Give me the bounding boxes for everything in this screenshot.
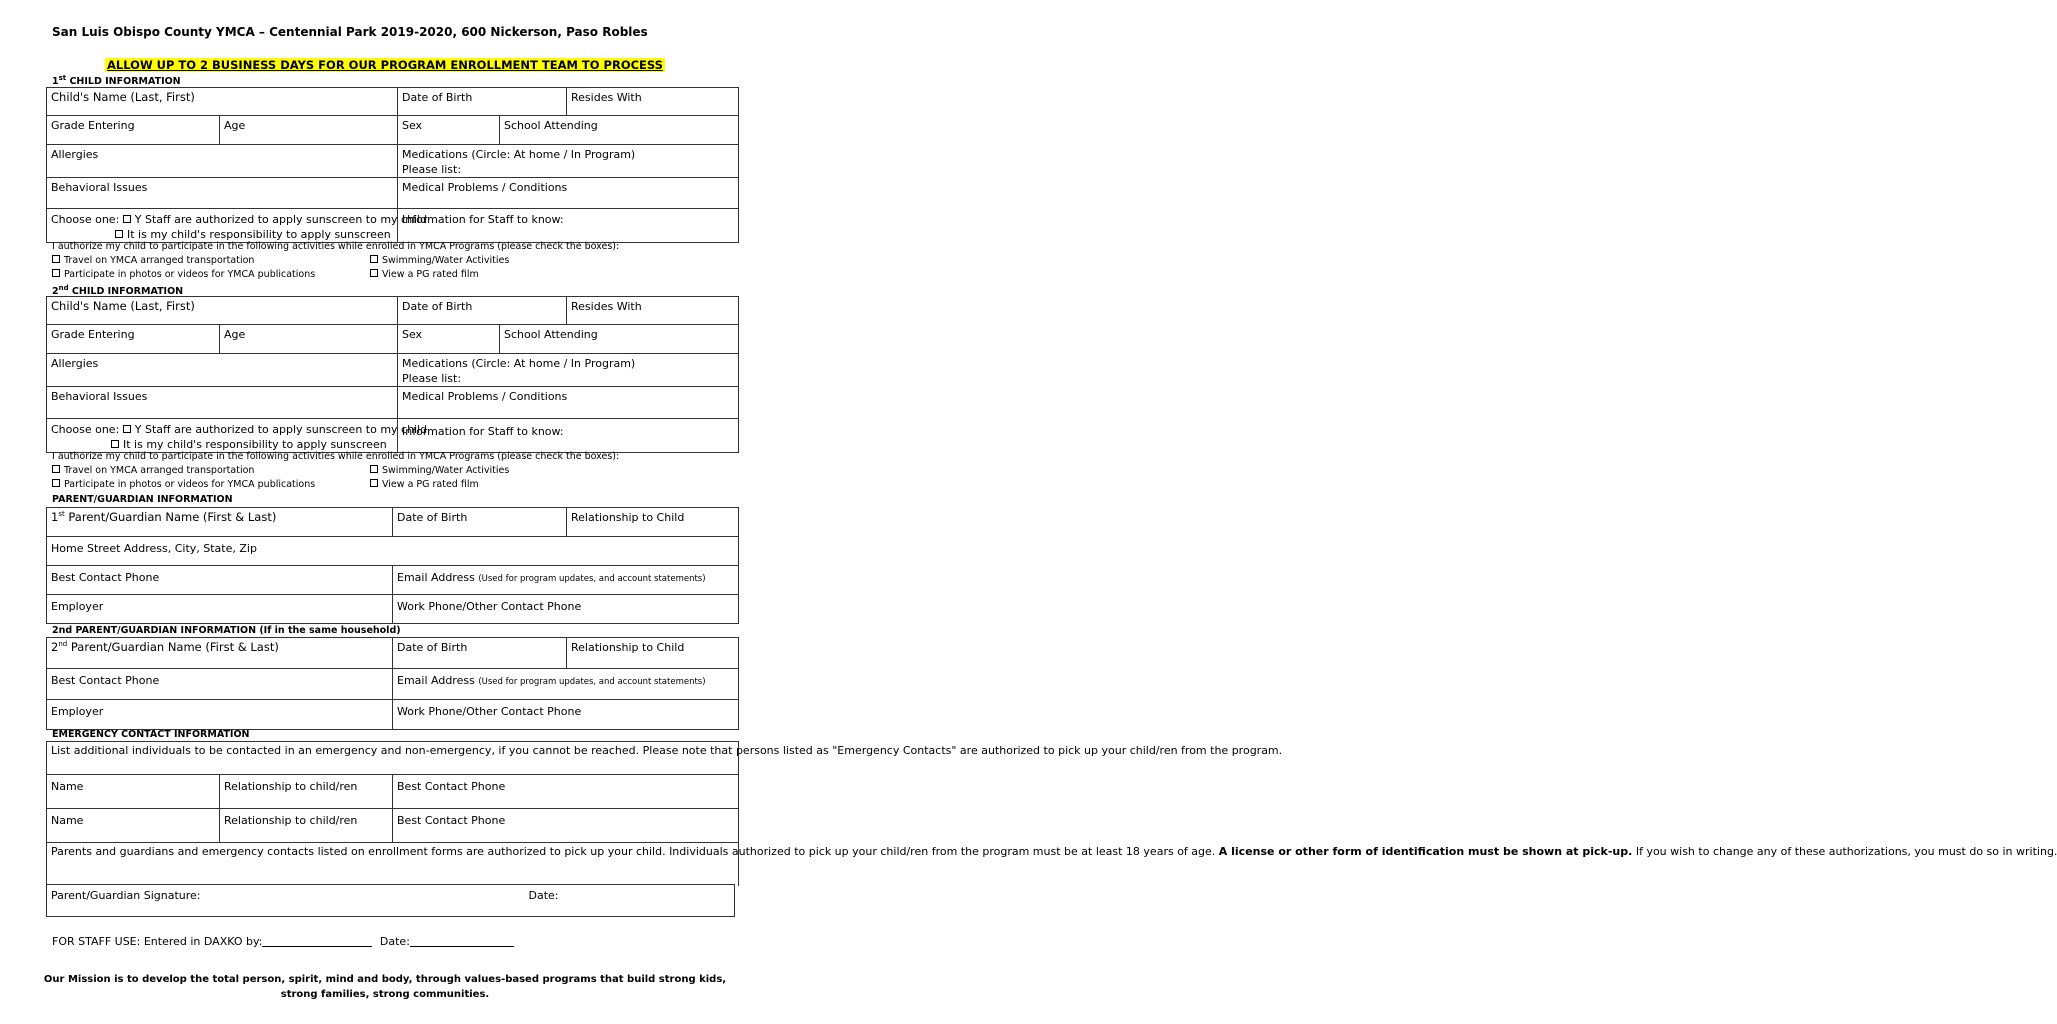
child2-school-field[interactable]: School Attending — [500, 325, 739, 354]
emergency-table — [46, 741, 2057, 886]
child2-photos-checkbox[interactable] — [52, 479, 60, 487]
child2-sex-field[interactable]: Sex — [398, 325, 500, 354]
parent1-email-field[interactable]: Email Address (Used for program updates, and account statements) — [393, 566, 739, 595]
child1-resides-field[interactable]: Resides With — [567, 88, 739, 116]
emergency-intro: List additional individuals to be contacted in an emergency and non-emergency, if you cannot be reached. Please note that persons listed as "Emergency Contacts" are authorized to pick up your child/ren from the program. — [47, 742, 739, 775]
child2-medications-field[interactable]: Medications (Circle: At home / In Program) Please list: — [398, 354, 739, 387]
child1-table — [46, 87, 739, 243]
child2-swimming-checkbox[interactable] — [370, 465, 378, 473]
child1-swimming-checkbox[interactable] — [370, 255, 378, 263]
emergency1-relationship-field[interactable]: Relationship to child/ren — [220, 775, 393, 809]
child1-behavioral-field[interactable]: Behavioral Issues — [47, 178, 398, 209]
staff-use-line — [52, 935, 514, 948]
processing-notice — [0, 58, 770, 72]
child1-medications-field[interactable]: Medications (Circle: At home / In Program) Please list: — [398, 145, 739, 178]
child2-allergies-field[interactable]: Allergies — [47, 354, 398, 387]
child2-sunscreen-choice: Choose one: Y Staff are authorized to apply sunscreen to my child It is my child's responsibility to apply sunscreen — [47, 419, 398, 453]
child2-sunscreen-self-checkbox[interactable] — [111, 440, 119, 448]
parent2-table — [46, 637, 739, 730]
child2-dob-field[interactable]: Date of Birth — [398, 297, 567, 325]
parent1-section-title: PARENT/GUARDIAN INFORMATION — [52, 494, 233, 505]
staff-date-label: Date: — [379, 935, 410, 948]
signature-table — [46, 884, 735, 917]
form-title: San Luis Obispo County YMCA – Centennial Park 2019-2020, 600 Nickerson, Paso Robles — [52, 25, 648, 39]
emergency2-name-field[interactable]: Name — [47, 809, 220, 843]
child2-behavioral-field[interactable]: Behavioral Issues — [47, 387, 398, 419]
parent1-work-phone-field[interactable]: Work Phone/Other Contact Phone — [393, 595, 739, 624]
child2-table — [46, 296, 739, 453]
child2-sunscreen-staff-checkbox[interactable] — [123, 425, 131, 433]
child1-travel-checkbox[interactable] — [52, 255, 60, 263]
parent2-relationship-field[interactable]: Relationship to Child — [567, 638, 739, 669]
child1-sex-field[interactable]: Sex — [398, 116, 500, 145]
child2-section-title: 2nd CHILD INFORMATION — [52, 284, 184, 298]
child1-sunscreen-self-checkbox[interactable] — [115, 230, 123, 238]
parent1-dob-field[interactable]: Date of Birth — [393, 508, 567, 537]
parent2-work-phone-field[interactable]: Work Phone/Other Contact Phone — [393, 700, 739, 730]
parent1-table — [46, 507, 739, 624]
child1-grade-field[interactable]: Grade Entering — [47, 116, 220, 145]
child1-school-field[interactable]: School Attending — [500, 116, 739, 145]
child2-activity-authorization: I authorize my child to participate in the following activities while enrolled in YMCA Programs (please check the boxes): Travel on YMCA arranged transportation Swimming/Water Activities Participate in photos or videos for YMCA publications View a PG rated film — [52, 451, 620, 490]
child2-age-field[interactable]: Age — [220, 325, 398, 354]
child1-section-title: 1st CHILD INFORMATION — [52, 74, 181, 88]
emergency1-phone-field[interactable]: Best Contact Phone — [393, 775, 739, 809]
child2-travel-checkbox[interactable] — [52, 465, 60, 473]
parent1-employer-field[interactable]: Employer — [47, 595, 393, 624]
emergency-section-title: EMERGENCY CONTACT INFORMATION — [52, 729, 250, 740]
processing-notice-text: ALLOW UP TO 2 BUSINESS DAYS FOR OUR PROGRAM ENROLLMENT TEAM TO PROCESS — [107, 58, 663, 72]
staff-date-field[interactable] — [410, 935, 514, 947]
child1-staff-info-field[interactable]: Information for Staff to know: — [398, 209, 739, 243]
signature-field[interactable]: Parent/Guardian Signature: — [47, 885, 527, 917]
child1-age-field[interactable]: Age — [220, 116, 398, 145]
child2-medical-field[interactable]: Medical Problems / Conditions — [398, 387, 739, 419]
child2-film-checkbox[interactable] — [370, 479, 378, 487]
child2-staff-info-field[interactable]: Information for Staff to know: — [398, 419, 739, 453]
emergency1-name-field[interactable]: Name — [47, 775, 220, 809]
signature-date-field[interactable]: Date: — [527, 885, 735, 917]
child1-film-checkbox[interactable] — [370, 269, 378, 277]
staff-entered-label: FOR STAFF USE: Entered in DAXKO by: — [52, 935, 263, 948]
child1-sunscreen-choice: Choose one: Y Staff are authorized to apply sunscreen to my child It is my child's responsibility to apply sunscreen — [47, 209, 398, 243]
parent2-name-field[interactable]: 2nd Parent/Guardian Name (First & Last) — [47, 638, 393, 669]
parent2-email-field[interactable]: Email Address (Used for program updates, and account statements) — [393, 669, 739, 700]
child2-resides-field[interactable]: Resides With — [567, 297, 739, 325]
staff-entered-by-field[interactable] — [262, 935, 372, 947]
parent2-section-title: 2nd PARENT/GUARDIAN INFORMATION (If in the same household) — [52, 625, 401, 636]
child1-sunscreen-staff-checkbox[interactable] — [123, 215, 131, 223]
pickup-authorization-text: Parents and guardians and emergency contacts listed on enrollment forms are authorized to pick up your child. Individuals authorized to pick up your child/ren from the program must be at least 18 years of age. A license or other form of identification must be shown at pick-up. If you wish to change any of these authorizations, you must do so in writing. — [47, 843, 739, 886]
child1-medical-field[interactable]: Medical Problems / Conditions — [398, 178, 739, 209]
parent2-dob-field[interactable]: Date of Birth — [393, 638, 567, 669]
child2-name-field[interactable]: Child's Name (Last, First) — [47, 297, 398, 325]
child1-dob-field[interactable]: Date of Birth — [398, 88, 567, 116]
parent2-phone-field[interactable]: Best Contact Phone — [47, 669, 393, 700]
emergency2-phone-field[interactable]: Best Contact Phone — [393, 809, 739, 843]
child2-grade-field[interactable]: Grade Entering — [47, 325, 220, 354]
parent1-phone-field[interactable]: Best Contact Phone — [47, 566, 393, 595]
child1-name-field[interactable]: Child's Name (Last, First) — [47, 88, 398, 116]
parent1-relationship-field[interactable]: Relationship to Child — [567, 508, 739, 537]
parent1-address-field[interactable]: Home Street Address, City, State, Zip — [47, 537, 739, 566]
child1-allergies-field[interactable]: Allergies — [47, 145, 398, 178]
parent1-name-field[interactable]: 1st Parent/Guardian Name (First & Last) — [47, 508, 393, 537]
parent2-employer-field[interactable]: Employer — [47, 700, 393, 730]
child1-activity-authorization: I authorize my child to participate in the following activities while enrolled in YMCA Programs (please check the boxes): Travel on YMCA arranged transportation Swimming/Water Activities Participate in photos or videos for YMCA publications View a PG rated film — [52, 241, 620, 280]
emergency2-relationship-field[interactable]: Relationship to child/ren — [220, 809, 393, 843]
mission-statement: Our Mission is to develop the total person, spirit, mind and body, through values-based programs that build strong kids, strong families, strong communities. — [43, 974, 727, 1000]
child1-photos-checkbox[interactable] — [52, 269, 60, 277]
